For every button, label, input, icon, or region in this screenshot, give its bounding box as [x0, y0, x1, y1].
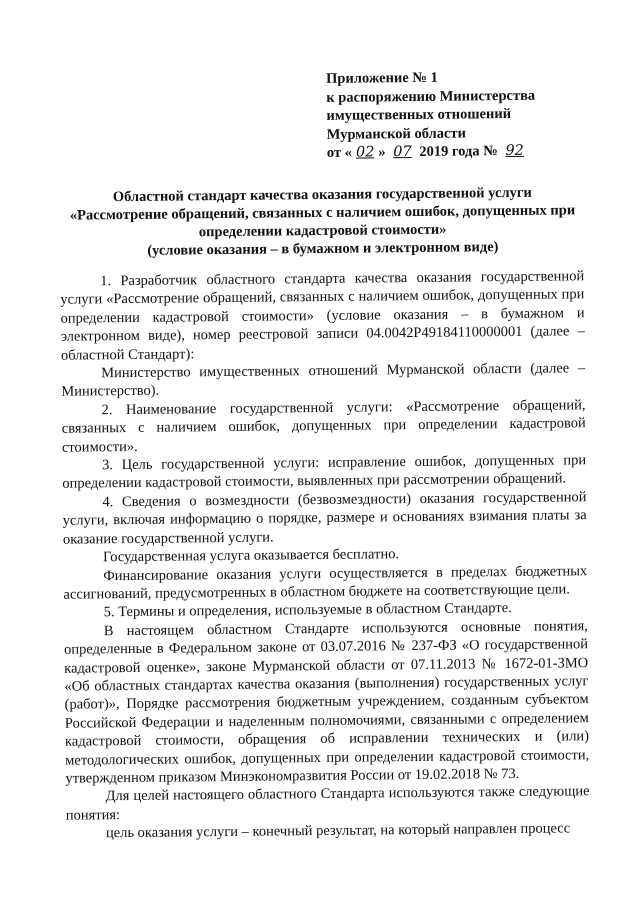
- paragraph-5-terms: 5. Термины и определения, используемые в областном Стандарте.: [103, 600, 512, 621]
- title-line-3: определении кадастровой стоимости»: [198, 221, 447, 241]
- appendix-header: [326, 68, 536, 163]
- title-line-1: Областной стандарт качества оказания государственной услуги: [112, 184, 532, 206]
- paragraph-ministry: Министерство имущественных отношений Мурманской области (далее – Министерство).: [61, 360, 586, 401]
- paragraph-4-payment-info: 4. Сведения о возмездности (безвозмездности) оказания государственной услуги, включая информацию о порядке, размере и основаниях взимания платы за оказание государственной услуги.: [62, 489, 587, 548]
- paragraph-2-service-name: 2. Наименование государственной услуги: «Рассмотрение обращений, связанных с наличием ошибок, допущенных при определении кадастровой стоимости».: [61, 397, 586, 456]
- document-body: [60, 267, 590, 843]
- paragraph-financing: Финансирование оказания услуги осуществляется в пределах бюджетных ассигнований, предусмотренных в областном бюджете на соответствующие цели.: [63, 562, 588, 603]
- paragraph-3-service-goal: 3. Цель государственной услуги: исправление ошибок, допущенных при определении кадастровой стоимости, выявленных при рассмотрении обращений.: [62, 452, 587, 493]
- handwritten-number: 92: [505, 142, 524, 160]
- appendix-order-ref: к распоряжению Министерства: [326, 87, 536, 106]
- appendix-date-line: [327, 142, 536, 163]
- date-prefix: от «: [326, 144, 353, 161]
- title-line-2: «Рассмотрение обращений, связанных с наличием ошибок, допущенных при: [69, 202, 576, 224]
- date-year: 2019 года №: [415, 143, 502, 160]
- handwritten-month: 07: [393, 144, 412, 161]
- paragraph-additional-concepts: Для целей настоящего областного Стандарта используются также следующие понятия:: [65, 783, 590, 824]
- appendix-region: Мурманской области: [326, 124, 466, 143]
- date-mid: »: [378, 144, 390, 161]
- handwritten-day: 02: [355, 144, 375, 161]
- paragraph-service-goal-definition: цель оказания услуги – конечный результат, на который направлен процесс: [105, 820, 571, 842]
- paragraph-free-of-charge: Государственная услуга оказывается бесплатно.: [103, 546, 400, 566]
- appendix-number: Приложение № 1: [326, 69, 438, 87]
- title-line-4: (условие оказания – в бумажном и электронном виде): [147, 239, 499, 259]
- paragraph-basic-concepts: В настоящем областном Стандарте используются основные понятия, определенные в Федеральном законе от 03.07.2016 № 237-ФЗ «О государственной кадастровой оценке», законе Мурманской области от 07.11.2013 № 1672-01-ЗМО «Об областных стандартах качества оказания (выполнения) государственных услуг (работ)», Порядке рассмотрения бюджетным учреждением, созданным субъектом Российской Федерации и наделенным полномочиями, связанными с определением кадастровой стоимости, обращения об исправлении технических и (или) методологических ошибок, допущенных при определении кадастровой стоимости, утвержденном приказом Минэкономразвития России от 19.02.2018 № 73.: [63, 617, 590, 787]
- appendix-ministry: имущественных отношений: [326, 105, 512, 124]
- paragraph-1-developer: 1. Разработчик областного стандарта качества оказания государственной услуги «Рассмотрение обращений, связанных с наличием ошибок, допущенных при определении кадастровой стоимости» (условие оказания – в бумажном и электронном виде), номер реестровой записи 04.0042Р49184110000001 (далее – областной Стандарт):: [60, 268, 585, 364]
- document-title: [59, 183, 586, 261]
